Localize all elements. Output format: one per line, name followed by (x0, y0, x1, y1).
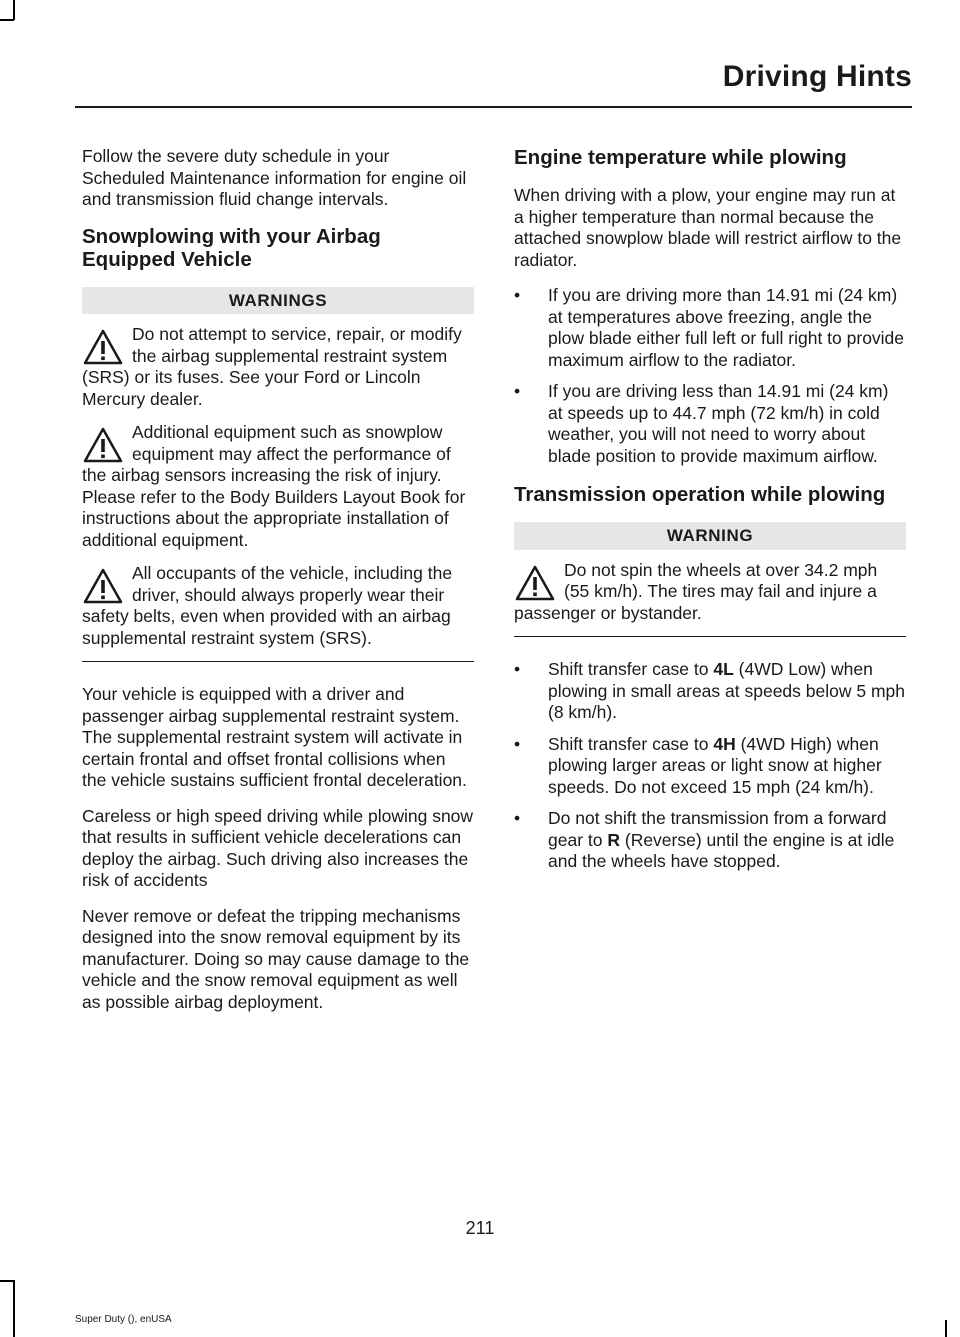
warning-item (82, 422, 474, 551)
bullet-list (514, 285, 906, 467)
crop-mark (945, 1320, 947, 1337)
crop-mark (13, 0, 15, 20)
section-heading-transmission: Transmission operation while plowing (514, 483, 886, 506)
warning-text: Do not spin the wheels at over 34.2 mph (55 km/h). The tires may fail and injure a passenger or bystander. (514, 559, 878, 623)
section-heading-snowplowing: Snowplowing with your Airbag Equipped Vehicle (82, 224, 381, 271)
list-item-text-pre: Shift transfer case to (548, 659, 714, 679)
bullet: • (514, 381, 521, 401)
list-item-text-post: (4WD High) when plowing larger areas or light snow at higher speeds. Do not exceed 15 mph (24 km/h). (548, 733, 882, 797)
page-title: Driving Hints (722, 60, 912, 93)
crop-mark (13, 1280, 15, 1337)
warning-divider (514, 636, 906, 637)
list-item-text: If you are driving more than 14.91 mi (24 km) at temperatures above freezing, angle the plow blade either full left or full right to provide maximum airflow to the radiator. (548, 285, 905, 370)
header-rule (75, 106, 912, 108)
body-paragraph: Never remove or defeat the tripping mechanisms designed into the snow removal equipment by its manufacturer. Doing so may cause damage to the vehicle and the snow removal equipment as well as possible airbag deployment. (82, 905, 470, 1012)
warning-triangle-icon (82, 567, 124, 605)
gear-code: 4H (713, 733, 736, 754)
warning-triangle-icon (514, 564, 556, 602)
warning-text: Additional equipment such as snowplow equipment may affect the performance of the airbag sensors increasing the risk of injury. Please refer to the Body Builders Layout Book for instructions about the appropriate installation of additional equipment. (82, 422, 466, 550)
list-item (514, 734, 906, 799)
warning-header: WARNING (514, 522, 906, 550)
warnings-divider (82, 661, 474, 662)
bullet: • (514, 285, 521, 305)
bullet: • (514, 808, 521, 828)
list-item-text-post: (4WD Low) when plowing in small areas at speeds below 5 mph (8 km/h). (548, 659, 905, 722)
warning-item (82, 324, 474, 410)
warning-text: Do not attempt to service, repair, or modify the airbag supplemental restraint system (SRS) or its fuses. See your Ford or Lincoln Mercury dealer. (82, 324, 462, 409)
crop-mark (0, 1280, 14, 1282)
list-item-text-post: (Reverse) until the engine is at idle and the wheels have stopped. (548, 829, 895, 871)
list-item (514, 659, 906, 724)
warning-triangle-icon (82, 426, 124, 464)
list-item (514, 381, 906, 467)
list-item (514, 285, 906, 371)
warning-text: All occupants of the vehicle, including the driver, should always properly wear their safety belts, even when provided with an airbag supplemental restraint system (SRS). (82, 563, 453, 648)
warning-item (82, 563, 474, 649)
gear-code: 4L (713, 659, 734, 679)
footer-edition: Super Duty (), enUSA (75, 1314, 172, 1325)
bullet-list (514, 659, 906, 873)
body-paragraph: When driving with a plow, your engine may run at a higher temperature than normal because the attached snowplow blade will restrict airflow to the radiator. (514, 185, 902, 270)
body-paragraph: Careless or high speed driving while plowing snow that results in sufficient vehicle decelerations can deploy the airbag. Such driving also increases the risk of accidents (82, 805, 474, 890)
gear-code: R (607, 829, 620, 850)
bullet: • (514, 733, 521, 754)
list-item-text: If you are driving less than 14.91 mi (24 km) at speeds up to 44.7 mph (72 km/h) in cold weather, you will not need to worry about blade position to provide maximum airflow. (548, 381, 889, 466)
warnings-header: WARNINGS (82, 287, 474, 315)
list-item-text-pre: Do not shift the transmission from a forward gear to (548, 808, 887, 850)
list-item (514, 808, 906, 873)
section-heading-engine-temperature: Engine temperature while plowing (514, 146, 847, 169)
intro-paragraph: Follow the severe duty schedule in your Scheduled Maintenance information for engine oil and transmission fluid change intervals. (82, 146, 467, 209)
crop-mark (0, 19, 14, 21)
list-item-text-pre: Shift transfer case to (548, 733, 714, 754)
page-number: 211 (465, 1218, 495, 1238)
bullet: • (514, 659, 521, 679)
body-paragraph: Your vehicle is equipped with a driver and passenger airbag supplemental restraint system. The supplemental restraint system will activate in certain frontal and offset frontal collisions when the vehicle sustains sufficient frontal deceleration. (82, 684, 467, 790)
right-column (514, 146, 906, 889)
warning-item (514, 560, 906, 625)
warning-triangle-icon (82, 328, 124, 366)
left-column (82, 146, 474, 1027)
